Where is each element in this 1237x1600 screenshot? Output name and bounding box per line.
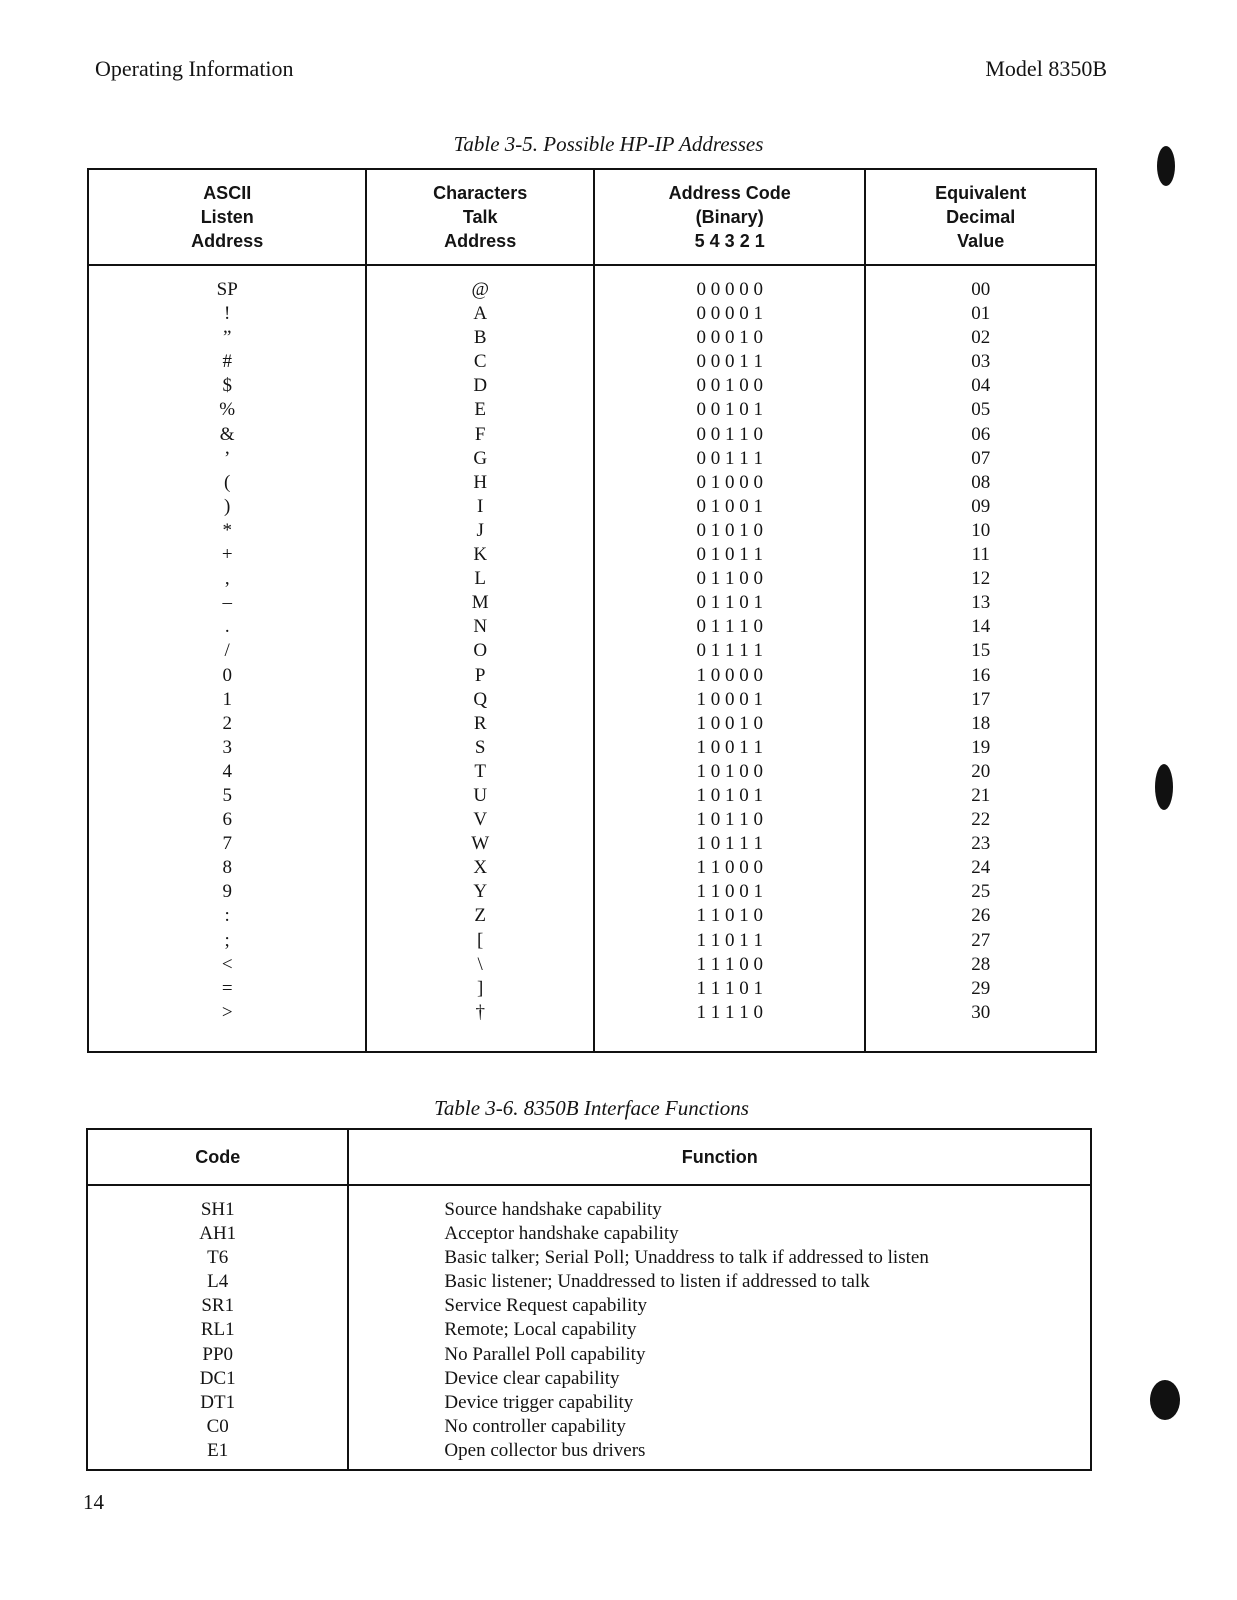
function-description: Service Request capability [444,1295,648,1317]
decimal-value: 05 [971,399,991,421]
function-description: No controller capability [444,1415,626,1437]
decimal-value: 24 [971,857,991,879]
possible-hpip-addresses-table [87,168,1097,1053]
function-code: AH1 [199,1223,237,1245]
talk-char: L [474,568,486,590]
decimal-value: 02 [971,327,991,349]
binary-code: 1 0 0 1 0 [696,712,763,734]
talk-char: Q [473,688,488,710]
decimal-value: 18 [971,712,991,734]
binary-code: 1 0 0 1 1 [696,736,763,758]
decimal-value: 17 [971,688,991,710]
binary-code: 1 1 0 1 1 [696,929,763,951]
decimal-value: 21 [971,784,991,806]
talk-char: \ [477,953,483,975]
listen-char: – [222,592,232,614]
decimal-value-column [865,265,1096,1052]
function-description: Open collector bus drivers [444,1439,646,1461]
function-code: RL1 [200,1319,235,1341]
talk-char: J [476,519,484,541]
talk-address-header [366,169,594,265]
binary-code-column [594,265,865,1052]
listen-char: ( [224,471,231,493]
talk-char: X [473,857,488,879]
talk-char: A [473,303,488,325]
decimal-value: 07 [971,447,991,469]
decimal-value: 27 [971,929,991,951]
talk-char: H [473,471,488,493]
running-header-right: Model 8350B [985,56,1107,81]
talk-address-column [366,265,594,1052]
talk-char: [ [477,929,484,951]
talk-char: I [477,495,484,517]
table-3-5-caption: Table 3-5. Possible HP-IP Addresses [453,132,764,156]
listen-char: 8 [222,857,232,879]
talk-char: W [471,833,490,855]
listen-char: % [219,399,236,421]
decimal-value: 25 [971,881,991,903]
talk-char: B [473,327,487,349]
talk-char: M [471,592,489,614]
decimal-value: 29 [971,977,991,999]
talk-char: G [473,447,488,469]
header-line: 5 4 3 2 1 [694,231,765,251]
listen-char: 1 [222,688,232,710]
function-code: T6 [207,1247,229,1269]
binary-code: 1 0 0 0 1 [696,688,763,710]
listen-char: ! [224,303,231,325]
binary-code: 1 1 1 0 0 [696,953,763,975]
header-line: Address Code [668,183,791,203]
table-3-6-caption: Table 3-6. 8350B Interface Functions [434,1096,749,1120]
listen-char: 2 [222,712,232,734]
binary-code: 1 0 0 0 0 [696,664,763,686]
binary-code: 0 0 0 1 1 [696,351,763,373]
listen-char: # [222,351,232,373]
decimal-value: 09 [971,495,991,517]
listen-char: 7 [222,833,232,855]
binary-code: 0 0 0 0 1 [696,303,763,325]
function-column [348,1185,1091,1470]
binary-code: 1 0 1 0 0 [696,760,763,782]
binary-code: 0 1 1 1 0 [696,616,763,638]
listen-char: : [224,905,230,927]
talk-char: V [473,809,488,831]
binary-code: 0 0 0 0 0 [696,279,763,300]
listen-char: . [224,616,230,638]
talk-char: C [473,351,487,373]
function-description: Device clear capability [444,1367,620,1389]
binary-code: 1 1 0 0 0 [696,857,763,879]
decimal-value: 10 [971,519,991,541]
listen-char: < [221,953,233,975]
decimal-value: 00 [971,279,991,300]
listen-char: 6 [222,809,232,831]
decimal-value: 26 [971,905,991,927]
function-description: Source handshake capability [444,1199,662,1220]
decimal-value: 08 [971,471,991,493]
listen-char: ; [224,929,230,951]
talk-char: † [475,1001,485,1023]
binary-code: 1 0 1 1 0 [696,809,763,831]
talk-char: P [474,664,486,686]
function-code: DT1 [200,1391,236,1413]
decimal-value: 01 [971,303,991,325]
header-line: Listen [200,207,254,227]
binary-code: 0 1 1 0 1 [696,592,763,614]
decimal-value: 22 [971,809,991,831]
binder-hole-mark [1155,764,1173,810]
decimal-value: 19 [971,736,991,758]
page-number: 14 [83,1490,104,1514]
listen-char: / [224,640,230,662]
header-line: Address [444,231,517,251]
talk-char: S [474,736,486,758]
listen-char: 9 [222,881,232,903]
binary-code: 0 0 1 1 1 [696,447,763,469]
decimal-value: 16 [971,664,991,686]
address-code-header [594,169,865,265]
talk-char: U [473,784,488,806]
binary-code: 1 0 1 1 1 [696,833,763,855]
header-line: Characters [433,183,528,203]
listen-address-column [88,265,366,1052]
listen-char: + [221,544,233,566]
binary-code: 0 0 1 0 0 [696,375,763,397]
listen-char: , [224,568,230,590]
listen-char: & [219,423,235,445]
talk-char: E [474,399,486,421]
decimal-value: 04 [971,375,991,397]
header-line: Decimal [946,207,1016,227]
listen-char: > [221,1001,233,1023]
function-description: Basic listener; Unaddressed to listen if addressed to talk [444,1271,870,1293]
binder-hole-mark [1150,1380,1180,1420]
talk-char: Y [473,881,488,903]
function-code: SH1 [200,1199,235,1220]
function-description: Remote; Local capability [444,1319,637,1341]
listen-char: * [222,519,232,541]
decimal-value: 13 [971,592,991,614]
binary-code: 0 0 0 1 0 [696,327,763,349]
binary-code: 1 0 1 0 1 [696,784,763,806]
table-body-row [87,1185,1091,1470]
talk-char: R [473,712,487,734]
header-line: (Binary) [695,207,764,227]
function-code: E1 [207,1439,229,1461]
function-description: No Parallel Poll capability [444,1343,646,1365]
header-line: Address [191,231,264,251]
decimal-value-header [865,169,1096,265]
binary-code: 1 1 0 0 1 [696,881,763,903]
binary-code: 1 1 0 1 0 [696,905,763,927]
decimal-value: 23 [971,833,991,855]
function-description: Acceptor handshake capability [444,1223,679,1245]
header-line: Value [957,231,1005,251]
header-line: Talk [462,207,498,227]
listen-char: 5 [222,784,232,806]
function-header: Function [348,1129,1091,1185]
function-code: PP0 [202,1343,234,1365]
function-code: L4 [207,1271,229,1293]
binary-code: 0 0 1 1 0 [696,423,763,445]
decimal-value: 12 [971,568,991,590]
binary-code: 1 1 1 0 1 [696,977,763,999]
listen-char: ) [224,495,231,517]
running-header-left: Operating Information [95,56,294,81]
header-line: ASCII [203,183,252,203]
interface-functions-table [86,1128,1092,1471]
listen-address-header [88,169,366,265]
talk-char: F [474,423,486,445]
listen-char: 4 [222,760,232,782]
listen-char: = [221,977,233,999]
decimal-value: 11 [971,544,990,566]
function-code: C0 [206,1415,229,1437]
table-header-row [88,169,1096,265]
listen-char: ’ [224,447,231,469]
header-line: Equivalent [935,183,1027,203]
talk-char: T [474,760,486,782]
talk-char: ] [477,977,484,999]
binary-code: 0 0 1 0 1 [696,399,763,421]
function-description: Device trigger capability [444,1391,634,1413]
code-header: Code [87,1129,348,1185]
talk-char: D [473,375,488,397]
talk-char: Z [474,905,486,927]
binary-code: 0 1 0 0 0 [696,471,763,493]
function-description: Basic talker; Serial Poll; Unaddress to talk if addressed to listen [444,1247,929,1269]
binary-code: 0 1 1 0 0 [696,568,763,590]
binder-hole-mark [1157,146,1175,186]
decimal-value: 28 [971,953,991,975]
decimal-value: 03 [971,351,991,373]
talk-char: O [473,640,488,662]
talk-char: K [473,544,488,566]
decimal-value: 20 [971,760,991,782]
table-body-row [88,265,1096,1052]
binary-code: 1 1 1 1 0 [696,1001,763,1023]
function-code: SR1 [201,1295,235,1317]
decimal-value: 14 [971,616,991,638]
talk-char: @ [471,279,489,300]
binary-code: 0 1 0 1 0 [696,519,763,541]
listen-char: SP [216,279,238,300]
function-code: DC1 [199,1367,236,1389]
listen-char: ” [222,327,232,349]
listen-char: 0 [222,664,232,686]
decimal-value: 30 [971,1001,991,1023]
table-header-row [87,1129,1091,1185]
decimal-value: 06 [971,423,991,445]
decimal-value: 15 [971,640,991,662]
binary-code: 0 1 1 1 1 [696,640,763,662]
code-column [87,1185,348,1470]
binary-code: 0 1 0 1 1 [696,544,763,566]
listen-char: $ [222,375,232,397]
listen-char: 3 [222,736,232,758]
binary-code: 0 1 0 0 1 [696,495,763,517]
talk-char: N [473,616,488,638]
